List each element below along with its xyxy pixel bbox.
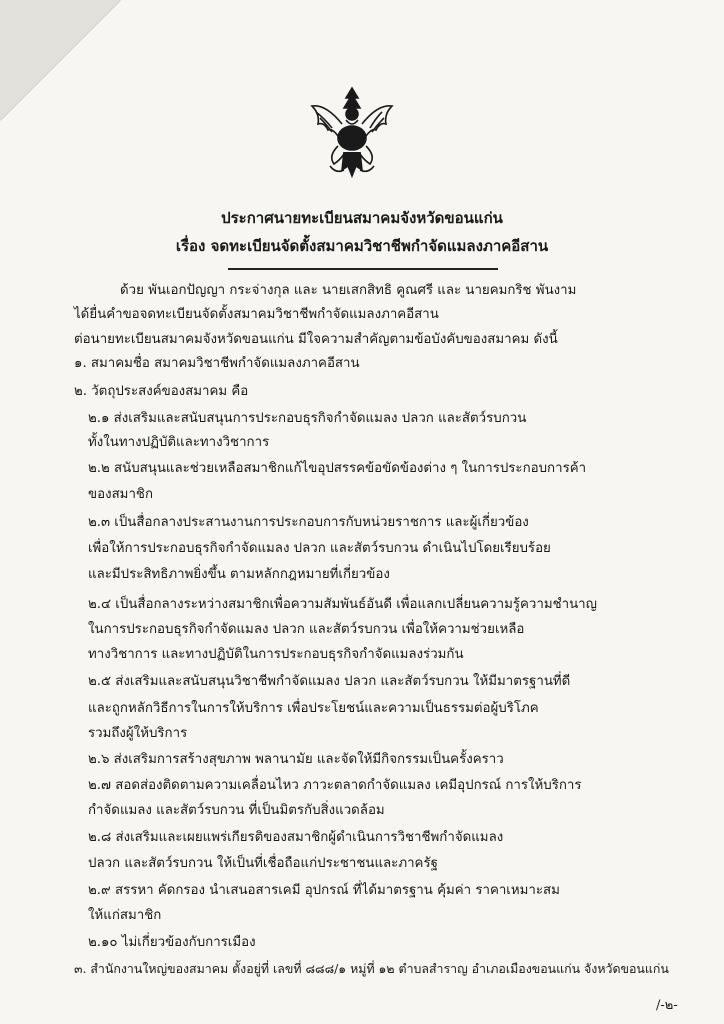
body-line: ให้แก่สมาชิก xyxy=(88,908,162,923)
body-line: ๒.๘ ส่งเสริมและเผยแพร่เกียรติของสมาชิกผู้ดำเนินการวิชาชีพกำจัดแมลง xyxy=(88,830,504,845)
body-line: และถูกหลักวิธีการในการให้บริการ เพื่อประโยชน์และความเป็นธรรมต่อผู้บริโภค xyxy=(88,701,539,716)
body-line: ๒.๒ สนับสนุนและช่วยเหลือสมาชิกแก้ไขอุปสรรคข้อขัดข้องต่าง ๆ ในการประกอบการค้า xyxy=(88,461,587,476)
garuda-emblem xyxy=(306,84,398,182)
title-underline xyxy=(228,268,498,270)
body-line: ๑. สมาคมชื่อ สมาคมวิชาชีพกำจัดแมลงภาคอีสาน xyxy=(74,356,360,371)
body-line: ต่อนายทะเบียนสมาคมจังหวัดขอนแก่น มีใจความสำคัญตามข้อบังคับของสมาคม ดังนี้ xyxy=(74,332,558,347)
announcement-subject: เรื่อง จดทะเบียนจัดตั้งสมาคมวิชาชีพกำจัดแมลงภาคอีสาน xyxy=(175,237,549,255)
body-line: ๒.๖ ส่งเสริมการสร้างสุขภาพ พลานามัย และจัดให้มีกิจกรรมเป็นครั้งคราว xyxy=(88,752,504,767)
body-line: รวมถึงผู้ให้บริการ xyxy=(88,726,188,741)
body-line: ๒. วัตถุประสงค์ของสมาคม คือ xyxy=(74,384,249,399)
body-line: ๒.๓ เป็นสื่อกลางประสานงานการประกอบการกับหน่วยราชการ และผู้เกี่ยวข้อง xyxy=(88,515,529,530)
announcement-title: ประกาศนายทะเบียนสมาคมจังหวัดขอนแก่น xyxy=(221,209,503,227)
body-line: ๓. สำนักงานใหญ่ของสมาคม ตั้งอยู่ที่ เลขที่ ๘๘๘/๑ หมู่ที่ ๑๒ ตำบลสำราญ อำเภอเมืองขอนแก่น จังหวัดขอนแก่น xyxy=(74,961,669,976)
body-line: ๒.๙ สรรหา คัดกรอง นำเสนอสารเคมี อุปกรณ์ ที่ได้มาตรฐาน คุ้มค่า ราคาเหมาะสม xyxy=(88,883,560,898)
body-line: ๒.๕ ส่งเสริมและสนับสนุนวิชาชีพกำจัดแมลง ปลวก และสัตว์รบกวน ให้มีมาตรฐานที่ดี xyxy=(88,674,571,689)
body-line: ๒.๑ ส่งเสริมและสนับสนุนการประกอบธุรกิจกำจัดแมลง ปลวก และสัตว์รบกวน xyxy=(88,411,527,426)
body-line: ทั้งในทางปฏิบัติและทางวิชาการ xyxy=(88,435,270,450)
body-line: ๒.๑๐ ไม่เกี่ยวข้องกับการเมือง xyxy=(88,935,256,950)
body-line: ๒.๔ เป็นสื่อกลางระหว่างสมาชิกเพื่อความสัมพันธ์อันดี เพื่อแลกเปลี่ยนความรู้ความชำนาญ xyxy=(88,597,597,612)
body-line: ด้วย พันเอกปัญญา กระจ่างกุล และ นายเสกสิทธิ คูณศรี และ นายคมกริช พันงาม xyxy=(120,283,577,298)
body-line: และมีประสิทธิภาพยิ่งขึ้น ตามหลักกฎหมายที่เกี่ยวข้อง xyxy=(88,567,390,582)
page-number: /-๒- xyxy=(656,998,678,1013)
body-line: ทางวิชาการ และทางปฏิบัติในการประกอบธุรกิจกำจัดแมลงร่วมกัน xyxy=(88,647,464,662)
body-line: ๒.๗ สอดส่องติดตามความเคลื่อนไหว ภาวะตลาดกำจัดแมลง เคมีอุปกรณ์ การให้บริการ xyxy=(88,778,582,793)
body-line: เพื่อให้การประกอบธุรกิจกำจัดแมลง ปลวก และสัตว์รบกวน ดำเนินไปโดยเรียบร้อย xyxy=(88,541,551,556)
body-line: ปลวก และสัตว์รบกวน ให้เป็นที่เชื่อถือแก่ประชาชนและภาครัฐ xyxy=(88,856,438,871)
body-line: กำจัดแมลง และสัตว์รบกวน ที่เป็นมิตรกับสิ่งแวดล้อม xyxy=(88,803,385,818)
body-line: ได้ยื่นคำขอจดทะเบียนจัดตั้งสมาคมวิชาชีพกำจัดแมลงภาคอีสาน xyxy=(74,307,439,322)
body-line: ในการประกอบธุรกิจกำจัดแมลง ปลวก และสัตว์รบกวน เพื่อให้ความช่วยเหลือ xyxy=(88,622,525,637)
body-line: ของสมาชิก xyxy=(88,487,153,502)
